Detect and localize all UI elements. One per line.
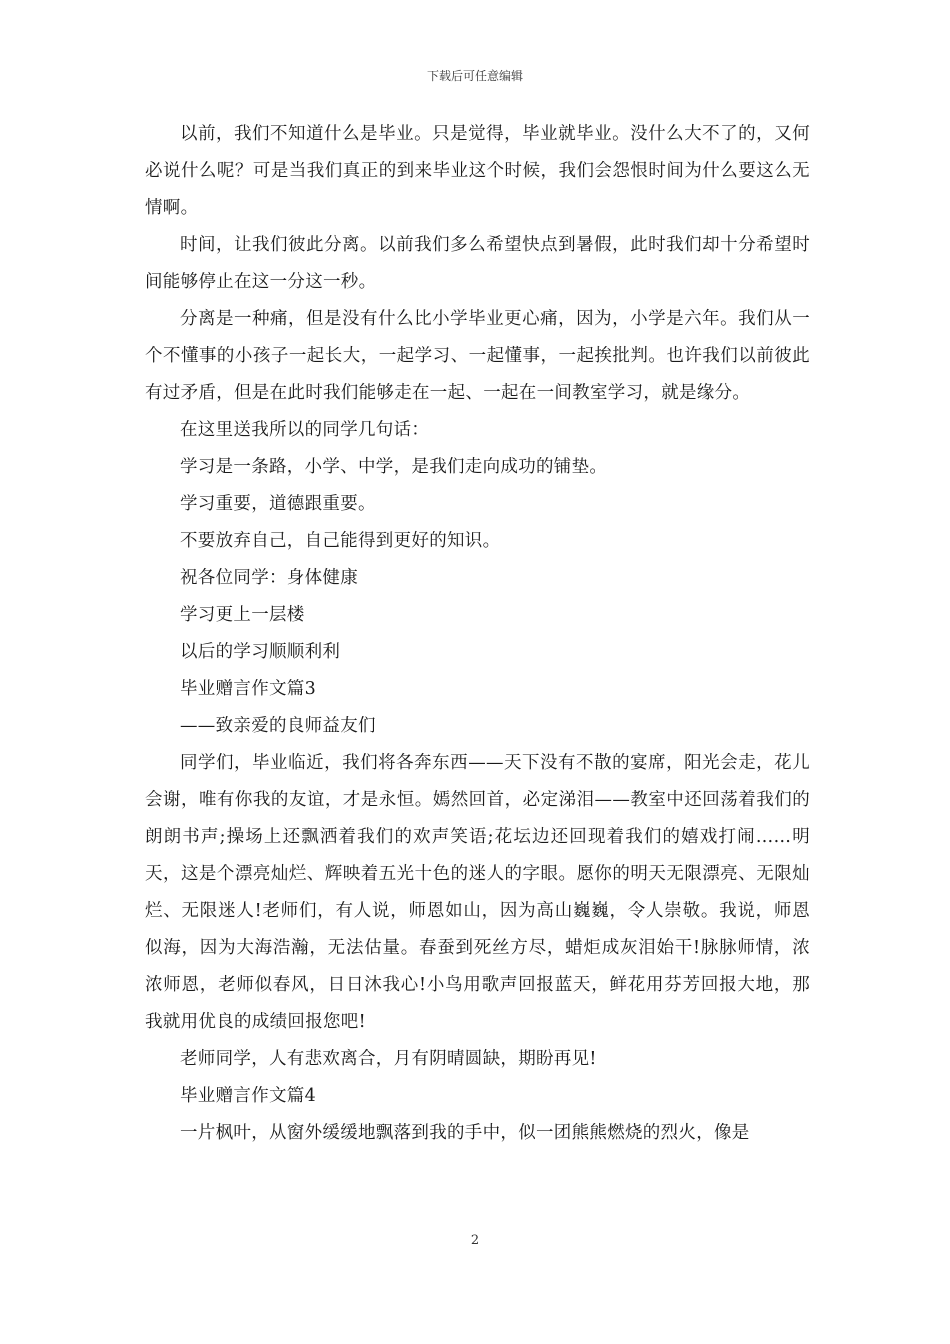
paragraph: 一片枫叶，从窗外缓缓地飘落到我的手中，似一团熊熊燃烧的烈火，像是 xyxy=(180,1123,750,1143)
paragraph: 学习重要，道德跟重要。 xyxy=(180,494,376,514)
section-subtitle: ——致亲爱的良师益友们 xyxy=(180,716,376,736)
paragraph: 老师同学，人有悲欢离合，月有阴晴圆缺，期盼再见! xyxy=(180,1049,597,1069)
section-heading: 毕业赠言作文篇4 xyxy=(180,1086,317,1106)
page-header: 下载后可任意编辑 xyxy=(426,69,523,83)
paragraph: 以前，我们不知道什么是毕业。只是觉得，毕业就毕业。没什么大不了的，又何必说什么呢？可是当我们真正的到来毕业这个时候，我们会怨恨时间为什么要这么无情啊。 xyxy=(145,124,810,218)
page-number: 2 xyxy=(470,1233,480,1248)
paragraph: 以后的学习顺顺利利 xyxy=(180,642,341,662)
paragraph: 时间，让我们彼此分离。以前我们多么希望快点到暑假，此时我们却十分希望时间能够停止在这一分这一秒。 xyxy=(145,235,810,292)
section-heading: 毕业赠言作文篇3 xyxy=(180,679,317,699)
paragraph: 在这里送我所以的同学几句话： xyxy=(180,420,430,440)
document-body xyxy=(145,116,810,1152)
paragraph: 学习更上一层楼 xyxy=(180,605,305,625)
paragraph: 学习是一条路，小学、中学，是我们走向成功的铺垫。 xyxy=(180,457,608,477)
paragraph: 分离是一种痛，但是没有什么比小学毕业更心痛，因为，小学是六年。我们从一个不懂事的小孩子一起长大，一起学习、一起懂事，一起挨批判。也许我们以前彼此有过矛盾，但是在此时我们能够走在一起、一起在一间教室学习，就是缘分。 xyxy=(145,309,810,403)
paragraph: 祝各位同学：身体健康 xyxy=(180,568,358,588)
paragraph: 不要放弃自己，自己能得到更好的知识。 xyxy=(180,531,501,551)
paragraph: 同学们，毕业临近，我们将各奔东西——天下没有不散的宴席，阳光会走，花儿会谢，唯有你我的友谊，才是永恒。嫣然回首，必定涕泪——教室中还回荡着我们的朗朗书声;操场上还飘洒着我们的欢声笑语;花坛边还回现着我们的嬉戏打闹……明天，这是个漂亮灿烂、辉映着五光十色的迷人的字眼。愿你的明天无限漂亮、无限灿烂、无限迷人!老师们，有人说，师恩如山，因为高山巍巍，令人崇敬。我说，师恩似海，因为大海浩瀚，无法估量。春蚕到死丝方尽，蜡炬成灰泪始干!脉脉师情，浓浓师恩，老师似春风，日日沐我心!小鸟用歌声回报蓝天，鲜花用芬芳回报大地，那我就用优良的成绩回报您吧! xyxy=(145,753,810,1032)
